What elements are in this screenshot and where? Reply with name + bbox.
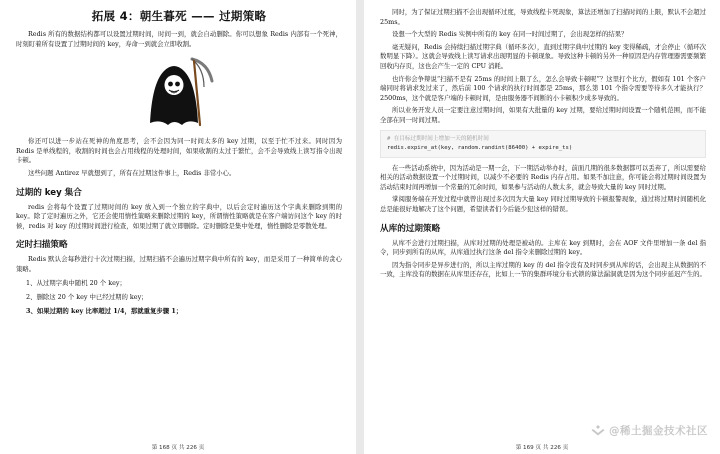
code-statement: redis.expire_at(key, random.randint(86400) + expire_ts)	[387, 144, 573, 151]
section-heading-replica: 从库的过期策略	[380, 223, 441, 234]
grim-reaper-icon	[142, 53, 216, 129]
juejin-logo-icon	[591, 425, 605, 437]
paragraph-scan-limit: 同时，为了保证过期扫描不会出现循环过度，导致线程卡死现象，算法还增加了扫描时间的上限，默认不会超过 25ms。	[380, 8, 706, 26]
paragraph-stall: 毫无疑问，Redis 会持续扫描过期字典（循环多次），直到过期字典中过期的 key 变得稀疏，才会停止（循环次数明显下降）。这就会导致线上读写请求出现明显的卡顿现象。导致这种卡顿的另外一种原因是内存管理器需要频繁回收内存页，这也会产生一定的 CPU 消耗。	[380, 42, 706, 70]
right-page	[364, 0, 720, 454]
paragraph-antirez: 这些问题 Antirez 早就想到了，所有在过期这件事上，Redis 非常小心。	[28, 168, 236, 177]
paragraph-async: 因为指令同步是异步进行的，所以主库过期的 key 的 del 指令没有及时同步到从库的话，会出现主从数据的不一致，主库没有的数据在从库里还存在，比如上一节的集群环境分布式锁的算法漏洞就是因为这个同步延迟产生的。	[380, 260, 706, 279]
watermark	[591, 423, 708, 438]
left-page	[0, 0, 356, 454]
step-item: 1、从过期字典中随机 20 个 key；	[26, 278, 126, 287]
page-number-right: 第 169 页 共 226 页	[515, 445, 569, 451]
step-item: 2、删除这 20 个 key 中已经过期的 key；	[26, 292, 148, 301]
paragraph-activity: 在一些活动系统中，因为活动是一期一会，下一期活动举办时，前面几期的很多数据都可以丢弃了，所以需要给相关的活动数据设置一个过期时间，以减少不必要的 Redis 内存占用。如果不加注意，你可能会将过期时间设置为活动结束时间再增加一个常量的冗余时间，如果参与活动的人数太多，就会导致大量的 key 同时过期。	[380, 163, 706, 191]
page-number-left: 第 168 页 共 226 页	[151, 445, 205, 451]
intro-paragraph: Redis 所有的数据结构都可以设置过期时间，时间一到，就会自动删除。你可以想象 Redis 内部有一个死神，时刻盯着所有设置了过期时间的 key，寿命一到就会立即收割。	[16, 30, 342, 48]
paragraph-randomize: 所以业务开发人员一定要注意过期时间，如果有大批量的 key 过期，要给过期时间设置一个随机范围，而不能全部在同一时间过期。	[380, 106, 706, 124]
chapter-title: 拓展 4：朝生暮死 —— 过期策略	[91, 9, 267, 23]
paragraph-collector: 你还可以进一步站在死神的角度思考，会不会因为同一时间太多的 key 过期，以至于忙不过来。同时因为 Redis 是单线程的，收割的时间也会占用线程的处理时间，如果收割的太过于繁忙，会不会导致线上读写指令出现卡顿。	[16, 137, 342, 165]
paragraph-question: 设想一个大型的 Redis 实例中所有的 key 在同一时间过期了，会出现怎样的结果？	[392, 30, 628, 39]
section-heading-scan-strategy: 定时扫描策略	[16, 240, 68, 251]
paragraph-zhangyue: 掌阅服务端在开发过程中就曾出现过多次因为大量 key 同时过期导致的卡顿报警现象，通过将过期时间随机化总是能很好地解决了这个问题，希望读者们今后能少犯这样的错误。	[380, 195, 706, 213]
paragraph-25ms: 也许你会争辩说“扫描不是有 25ms 的时间上限了么，怎么会导致卡顿呢”？这里打个比方，假如有 101 个客户端同时将请求发过来了，然后前 100 个请求的执行时间都是 25ms，那么第 101 个指令需要等待多久才能执行？2500ms，这个就是客户端的卡顿时间，是由服务器不间断的小卡顿积少成多导致的。	[380, 74, 706, 102]
paragraph-replica: 从库不会进行过期扫描，从库对过期的处理是被动的。主库在 key 到期时，会在 AOF 文件里增加一条 del 指令，同步到所有的从库，从库通过执行这条 del 指令来删除过期的 key。	[380, 238, 706, 257]
paragraph-expire-set: redis 会将每个设置了过期时间的 key 放入到一个独立的字典中，以后会定时遍历这个字典来删除到期的 key。除了定时遍历之外，它还会使用惰性策略来删除过期的 key，所谓惰性策略就是在客户端访问这个 key 的时候，redis 对 key 的过期时间进行检查，如果过期了就立即删除。定时删除是集中处理，惰性删除是零散处理。	[16, 202, 342, 230]
section-heading-expire-set: 过期的 key 集合	[16, 187, 82, 198]
paragraph-scan-strategy: Redis 默认会每秒进行十次过期扫描，过期扫描不会遍历过期字典中所有的 key，而是采用了一种简单的贪心策略。	[16, 255, 342, 273]
watermark-text: @稀土掘金技术社区	[609, 425, 708, 437]
code-block	[380, 130, 706, 158]
code-comment: # 在目标过期时间上增加一天的随机时间	[387, 135, 489, 142]
step-item: 3、如果过期的 key 比率超过 1/4，那就重复步骤 1；	[26, 306, 183, 315]
